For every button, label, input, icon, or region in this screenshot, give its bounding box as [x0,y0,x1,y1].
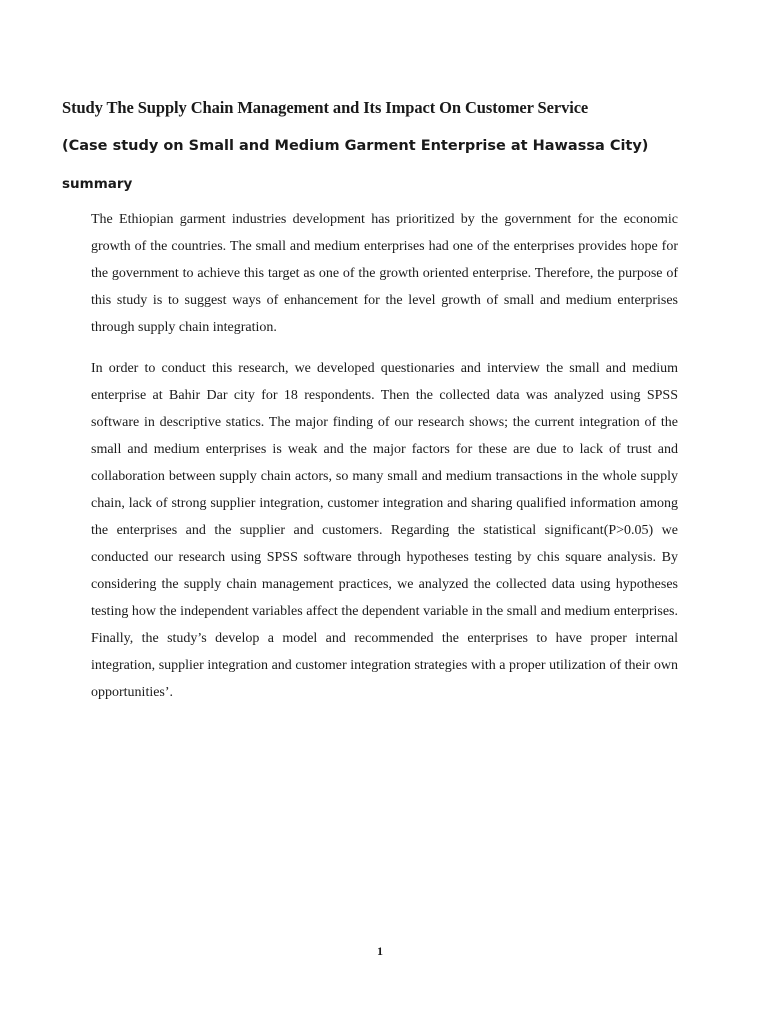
page-number: 1 [377,944,383,958]
summary-paragraph-1: The Ethiopian garment industries development has prioritized by the government for the economic growth of the countries. The small and medium enterprises had one of the enterprises provides hope for the government to achieve this target as one of the growth oriented enterprise. Therefore, the purpose of this study is to suggest ways of enhancement for the level growth of small and medium enterprises through supply chain integration. [91,212,678,335]
summary-paragraph-2: In order to conduct this research, we developed questionaries and interview the small and medium enterprise at Bahir Dar city for 18 respondents. Then the collected data was analyzed using SPSS software in descriptive statics. The major finding of our research shows; the current integration of the small and medium enterprises is weak and the major factors for these are due to lack of trust and collaboration between supply chain actors, so many small and medium transactions in the whole supply chain, lack of strong supplier integration, customer integration and sharing qualified information among the enterprises and the supplier and customers. Regarding the statistical significant(P>0.05) we conducted our research using SPSS software through hypotheses testing by chis square analysis. By considering the supply chain management practices, we analyzed the collected data using hypotheses testing how the independent variables affect the dependent variable in the small and medium enterprises. Finally, the study’s develop a model and recommended the enterprises to have proper internal integration, supplier integration and customer integration strategies with a proper utilization of their own opportunities’. [91,361,678,700]
document-subtitle: (Case study on Small and Medium Garment Enterprise at Hawassa City) [62,138,649,154]
document-title: Study The Supply Chain Management and Its Impact On Customer Service [62,98,589,117]
section-heading: summary [62,176,133,192]
